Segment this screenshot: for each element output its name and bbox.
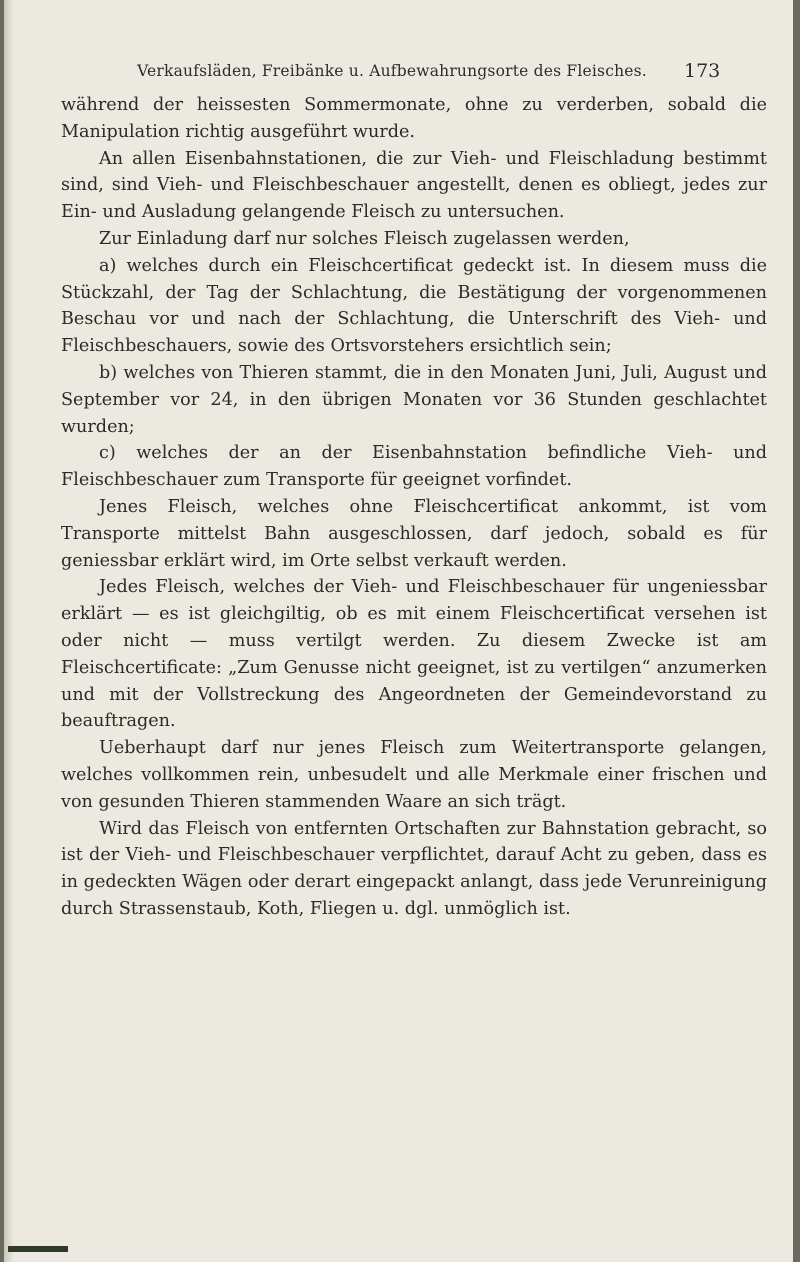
paragraph-continuation: während der heissesten Sommermonate, ohne zu verderben, sobald die Manipulation richtig ausgeführt wurde. <box>61 95 767 142</box>
paragraph-inedible: Jedes Fleisch, welches der Vieh- und Fleischbeschauer für ungeniessbar erklärt — es ist gleichgiltig, ob es mit einem Fleischcertificat versehen ist oder nicht — muss vertilgt werden. Zu diesem Zwecke ist am Fleischcertificate: „Zum Genusse nicht geeignet, ist zu vertilgen“ anzumerken und mit der Vollstreckung des Angeordneten der Gemeindevorstand zu beauftragen. <box>61 577 767 732</box>
list-item-a: a) welches durch ein Fleischcertificat gedeckt ist. In diesem muss die Stückzahl, der Tag der Schlachtung, die Bestätigung der vorgenommenen Beschau vor und nach der Schlachtung, die Unterschrift des Vieh- und Fleischbeschauers, sowie des Ortsvorstehers ersichtlich sein; <box>61 255 767 357</box>
page-number: 173 <box>684 60 721 82</box>
paragraph-no-certificate: Jenes Fleisch, welches ohne Fleischcertificat ankommt, ist vom Transporte mittelst Bahn ausgeschlossen, darf jedoch, sobald es für geniessbar erklärt wird, im Orte selbst verkauft werden. <box>61 496 767 571</box>
list-item-b: b) welches von Thieren stammt, die in den Monaten Juni, Juli, August und September vor 24, in den übrigen Monaten vor 36 Stunden geschlachtet wurden; <box>61 362 767 437</box>
running-title: Verkaufsläden, Freibänke u. Aufbewahrungsorte des Fleisches. <box>137 62 647 80</box>
paragraph-further-transport: Ueberhaupt darf nur jenes Fleisch zum Weitertransporte gelangen, welches vollkommen rein, unbesudelt und alle Merkmale einer frischen und von gesunden Thieren stammenden Waare an sich trägt. <box>61 738 767 812</box>
paragraph-stations: An allen Eisenbahnstationen, die zur Vieh- und Fleischladung bestimmt sind, sind Vieh- und Fleischbeschauer angestellt, denen es obliegt, jedes zur Ein- und Ausladung gelangende Fleisch zu untersuchen. <box>61 148 767 223</box>
book-page <box>4 0 793 1262</box>
list-item-c: c) welches der an der Eisenbahnstation befindliche Vieh- und Fleischbeschauer zum Transporte für geeignet vorfindet. <box>61 443 767 491</box>
paragraph-admission: Zur Einladung darf nur solches Fleisch zugelassen werden, <box>99 228 630 249</box>
body-text <box>61 92 767 923</box>
binding-edge-mark <box>8 1246 68 1252</box>
paragraph-remote-villages: Wird das Fleisch von entfernten Ortschaften zur Bahnstation gebracht, so ist der Vieh- und Fleischbeschauer verpflichtet, darauf Acht zu geben, dass es in gedeckten Wägen oder derart eingepackt anlangt, dass jede Verunreinigung durch Strassenstaub, Koth, Fliegen u. dgl. unmöglich ist. <box>61 818 767 919</box>
